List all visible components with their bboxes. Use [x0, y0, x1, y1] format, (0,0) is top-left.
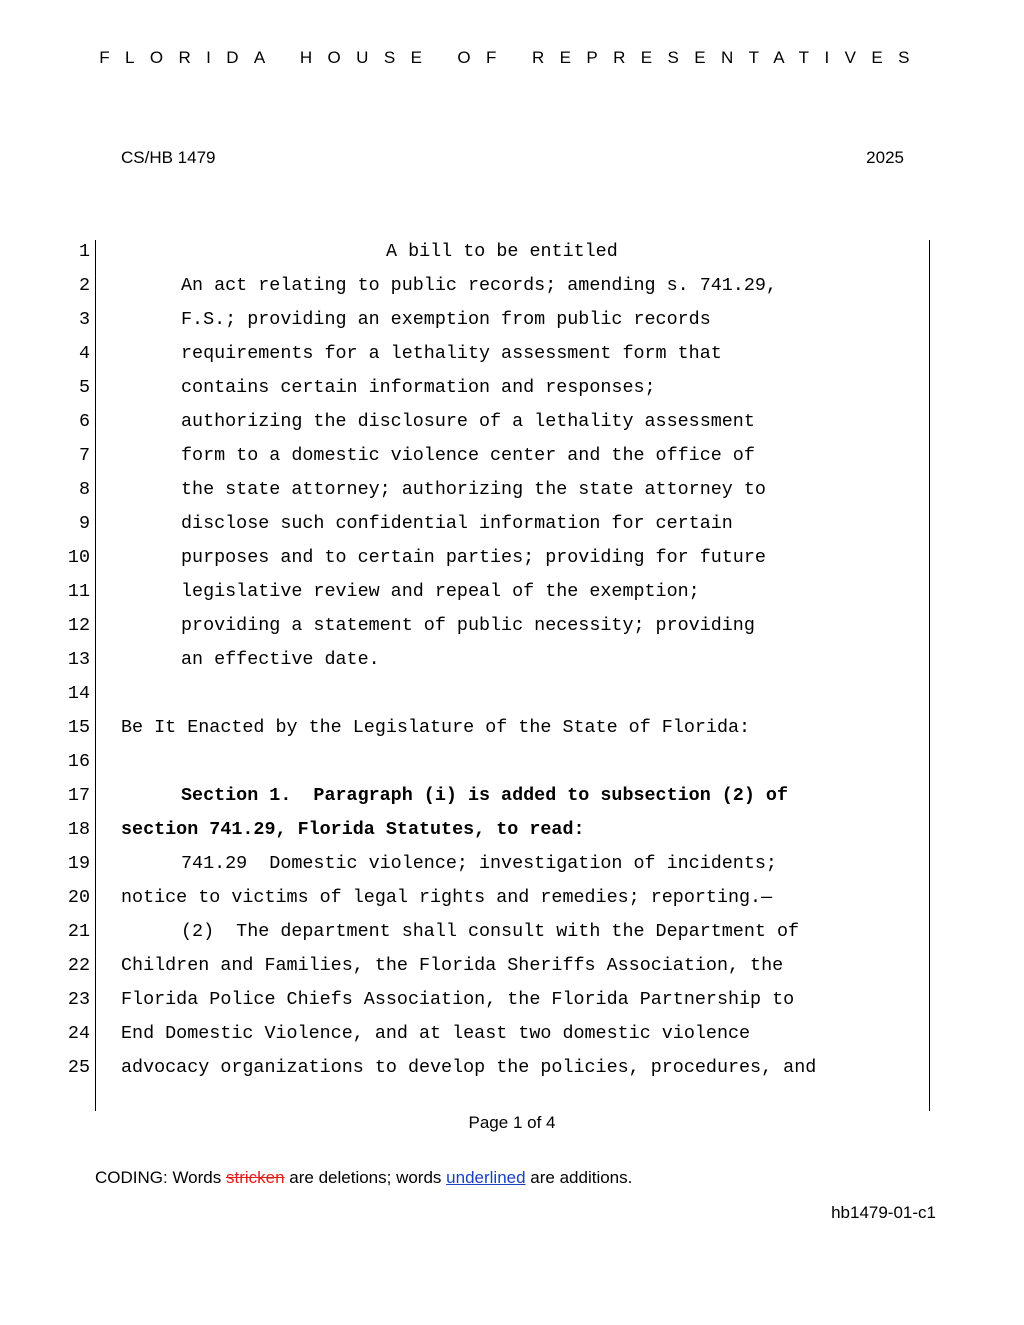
line-number: 11 — [67, 581, 90, 602]
line-text: providing a statement of public necessity; providing — [181, 615, 755, 636]
line-number: 21 — [67, 921, 90, 942]
line-text: advocacy organizations to develop the policies, procedures, and — [121, 1057, 817, 1078]
line-number: 10 — [67, 547, 90, 568]
bill-line — [0, 1022, 1024, 1056]
line-text: 741.29 Domestic violence; investigation of incidents; — [181, 853, 777, 874]
line-number: 1 — [78, 241, 90, 262]
line-text: requirements for a lethality assessment form that — [181, 343, 722, 364]
line-text: An act relating to public records; amending s. 741.29, — [181, 275, 777, 296]
line-number: 18 — [67, 819, 90, 840]
line-number: 20 — [67, 887, 90, 908]
document-code: hb1479-01-c1 — [831, 1203, 936, 1222]
line-number: 12 — [67, 615, 90, 636]
line-number: 19 — [67, 853, 90, 874]
bill-line — [0, 274, 1024, 308]
line-number: 5 — [78, 377, 90, 398]
coding-suffix: are additions. — [525, 1168, 633, 1187]
bill-line — [0, 512, 1024, 546]
bill-line — [0, 648, 1024, 682]
bill-line — [0, 1056, 1024, 1090]
line-number: 23 — [67, 989, 90, 1010]
bill-line — [0, 920, 1024, 954]
line-text: (2) The department shall consult with the Department of — [181, 921, 800, 942]
stricken-example: stricken — [225, 1168, 285, 1187]
bill-line — [0, 954, 1024, 988]
line-number: 7 — [78, 445, 90, 466]
line-number: 16 — [67, 751, 90, 772]
bill-line — [0, 410, 1024, 444]
line-number: 8 — [78, 479, 90, 500]
line-number: 14 — [67, 683, 90, 704]
line-text: A bill to be entitled — [386, 241, 618, 262]
line-text: Children and Families, the Florida Sheriffs Association, the — [121, 955, 784, 976]
bill-line — [0, 852, 1024, 886]
line-text: notice to victims of legal rights and remedies; reporting.— — [121, 887, 773, 908]
coding-prefix: CODING: Words — [95, 1168, 226, 1187]
line-text: the state attorney; authorizing the state attorney to — [181, 479, 766, 500]
bill-line — [0, 444, 1024, 478]
bill-line — [0, 580, 1024, 614]
bill-line — [0, 886, 1024, 920]
bill-line — [0, 750, 1024, 784]
page-number: Page 1 of 4 — [468, 1113, 556, 1132]
house-header-title: FLORIDA HOUSE OF REPRESENTATIVES — [99, 48, 925, 67]
bill-line — [0, 342, 1024, 376]
bill-line — [0, 240, 1024, 274]
bill-line — [0, 614, 1024, 648]
bill-year: 2025 — [866, 148, 904, 167]
line-number: 3 — [78, 309, 90, 330]
bill-line — [0, 818, 1024, 852]
line-text: section 741.29, Florida Statutes, to read: — [121, 819, 585, 840]
line-number: 9 — [78, 513, 90, 534]
coding-legend — [95, 1168, 632, 1188]
line-text: End Domestic Violence, and at least two domestic violence — [121, 1023, 751, 1044]
bill-line — [0, 682, 1024, 716]
line-text: contains certain information and responses; — [181, 377, 656, 398]
line-text: Be It Enacted by the Legislature of the State of Florida: — [121, 717, 751, 738]
bill-id: CS/HB 1479 — [121, 148, 216, 167]
line-number: 25 — [67, 1057, 90, 1078]
line-text: purposes and to certain parties; providing for future — [181, 547, 766, 568]
line-number: 4 — [78, 343, 90, 364]
coding-middle: are deletions; words — [284, 1168, 447, 1187]
line-text: Florida Police Chiefs Association, the Florida Partnership to — [121, 989, 795, 1010]
line-number: 22 — [67, 955, 90, 976]
line-number: 6 — [78, 411, 90, 432]
bill-line — [0, 308, 1024, 342]
underlined-example: underlined — [446, 1168, 526, 1187]
bill-line — [0, 784, 1024, 818]
bill-line — [0, 988, 1024, 1022]
bill-line — [0, 478, 1024, 512]
bill-line — [0, 716, 1024, 750]
line-text: an effective date. — [181, 649, 380, 670]
line-number: 15 — [67, 717, 90, 738]
line-number: 2 — [78, 275, 90, 296]
line-number: 24 — [67, 1023, 90, 1044]
line-text: form to a domestic violence center and the office of — [181, 445, 755, 466]
line-text: legislative review and repeal of the exemption; — [181, 581, 700, 602]
line-number: 17 — [67, 785, 90, 806]
bill-line — [0, 546, 1024, 580]
line-text: Section 1. Paragraph (i) is added to subsection (2) of — [181, 785, 788, 806]
line-number: 13 — [67, 649, 90, 670]
line-text: F.S.; providing an exemption from public records — [181, 309, 711, 330]
line-text: disclose such confidential information for certain — [181, 513, 733, 534]
line-text: authorizing the disclosure of a lethality assessment — [181, 411, 755, 432]
bill-line — [0, 376, 1024, 410]
